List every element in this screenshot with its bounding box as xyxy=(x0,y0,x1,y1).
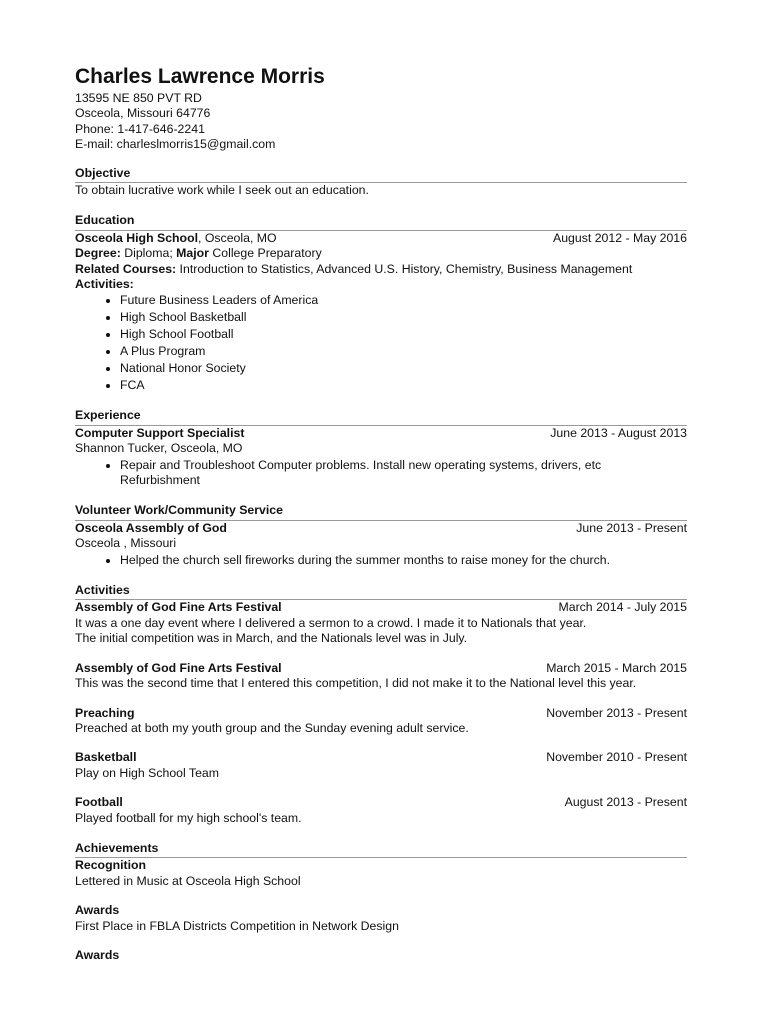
experience-heading: Experience xyxy=(75,408,687,425)
employer: Shannon Tucker, Osceola, MO xyxy=(75,441,243,456)
resume-content xyxy=(75,64,687,963)
address-line-2: Osceola, Missouri 64776 xyxy=(75,106,211,121)
volunteer-entry xyxy=(75,521,687,536)
activity-name: Football xyxy=(75,795,123,810)
spacer xyxy=(75,889,687,903)
objective-heading: Objective xyxy=(75,166,687,183)
activity-name: Assembly of God Fine Arts Festival xyxy=(75,600,282,615)
job-title: Computer Support Specialist xyxy=(75,425,245,440)
volunteer-heading: Volunteer Work/Community Service xyxy=(75,503,687,520)
achievements-heading: Achievements xyxy=(75,841,687,858)
spacer xyxy=(75,934,687,948)
activity-entry xyxy=(75,600,687,615)
achievement-heading: Awards xyxy=(75,903,120,918)
education-dates: August 2012 - May 2016 xyxy=(553,230,687,245)
activity-entry xyxy=(75,795,687,810)
activity-description: This was the second time that I entered this competition, I did not make it to the National level this year. xyxy=(75,676,637,691)
volunteer-dates: June 2013 - Present xyxy=(576,520,687,535)
education-activities-list xyxy=(75,293,687,393)
activity-description: The initial competition was in March, and the Nationals level was in July. xyxy=(75,631,468,646)
school-location: , Osceola, MO xyxy=(198,230,277,245)
activity-name: Preaching xyxy=(75,705,135,720)
list-item: • National Honor Society xyxy=(120,361,687,376)
spacer xyxy=(75,781,687,795)
activities-label: Activities: xyxy=(75,277,134,292)
achievement-text: First Place in FBLA Districts Competition in Network Design xyxy=(75,918,399,933)
school-name: Osceola High School xyxy=(75,230,198,245)
volunteer-list xyxy=(75,553,687,568)
activity-description: It was a one day event where I delivered a sermon to a crowd. I made it to Nationals that year. xyxy=(75,615,587,630)
activity-name: Assembly of God Fine Arts Festival xyxy=(75,660,282,675)
degree-line xyxy=(75,246,687,261)
experience-list xyxy=(75,458,687,489)
achievement-text: Lettered in Music at Osceola High School xyxy=(75,873,301,888)
list-item: • High School Basketball xyxy=(120,310,687,325)
education-heading: Education xyxy=(75,213,687,230)
major-label: Major xyxy=(176,246,209,261)
major-value: College Preparatory xyxy=(208,246,322,261)
activity-dates: November 2013 - Present xyxy=(546,705,687,720)
applicant-name: Charles Lawrence Morris xyxy=(75,65,325,88)
degree-label: Degree: xyxy=(75,246,121,261)
activity-description: Preached at both my youth group and the Sunday evening adult service. xyxy=(75,720,469,735)
list-item: • Helped the church sell fireworks during the summer months to raise money for the church. xyxy=(120,553,687,568)
phone: Phone: 1-417-646-2241 xyxy=(75,121,205,136)
activity-entry xyxy=(75,750,687,765)
spacer xyxy=(75,692,687,706)
courses-label: Related Courses: xyxy=(75,261,177,276)
address-line-1: 13595 NE 850 PVT RD xyxy=(75,91,202,105)
list-item: • Repair and Troubleshoot Computer problems. Install new operating systems, drivers, etc Refurbishment xyxy=(120,458,687,489)
volunteer-org: Osceola Assembly of God xyxy=(75,520,227,535)
activity-description: Played football for my high school's team. xyxy=(75,810,302,825)
education-entry xyxy=(75,231,687,246)
email: E-mail: charleslmorris15@gmail.com xyxy=(75,137,276,152)
achievement-heading: Recognition xyxy=(75,858,147,873)
achievement-heading: Awards xyxy=(75,947,120,962)
activity-dates: March 2014 - July 2015 xyxy=(558,600,687,615)
activity-entry xyxy=(75,706,687,721)
courses-value: Introduction to Statistics, Advanced U.S. History, Chemistry, Business Management xyxy=(176,261,633,276)
list-item: • FCA xyxy=(120,378,687,393)
activities-heading: Activities xyxy=(75,583,687,600)
activity-dates: March 2015 - March 2015 xyxy=(546,660,687,675)
list-item: • A Plus Program xyxy=(120,344,687,359)
activity-dates: November 2010 - Present xyxy=(546,750,687,765)
experience-entry xyxy=(75,426,687,441)
courses-line xyxy=(75,262,687,277)
activity-entry xyxy=(75,661,687,676)
school xyxy=(75,231,277,246)
list-item: • High School Football xyxy=(120,327,687,342)
spacer xyxy=(75,736,687,750)
job-dates: June 2013 - August 2013 xyxy=(550,425,687,440)
activity-dates: August 2013 - Present xyxy=(564,795,687,810)
spacer xyxy=(75,647,687,661)
list-item: • Future Business Leaders of America xyxy=(120,293,687,308)
activity-description: Play on High School Team xyxy=(75,765,220,780)
volunteer-location: Osceola , Missouri xyxy=(75,536,177,551)
objective-text: To obtain lucrative work while I seek out an education. xyxy=(75,183,369,198)
activity-name: Basketball xyxy=(75,750,137,765)
degree-value: Diploma; xyxy=(120,246,177,261)
